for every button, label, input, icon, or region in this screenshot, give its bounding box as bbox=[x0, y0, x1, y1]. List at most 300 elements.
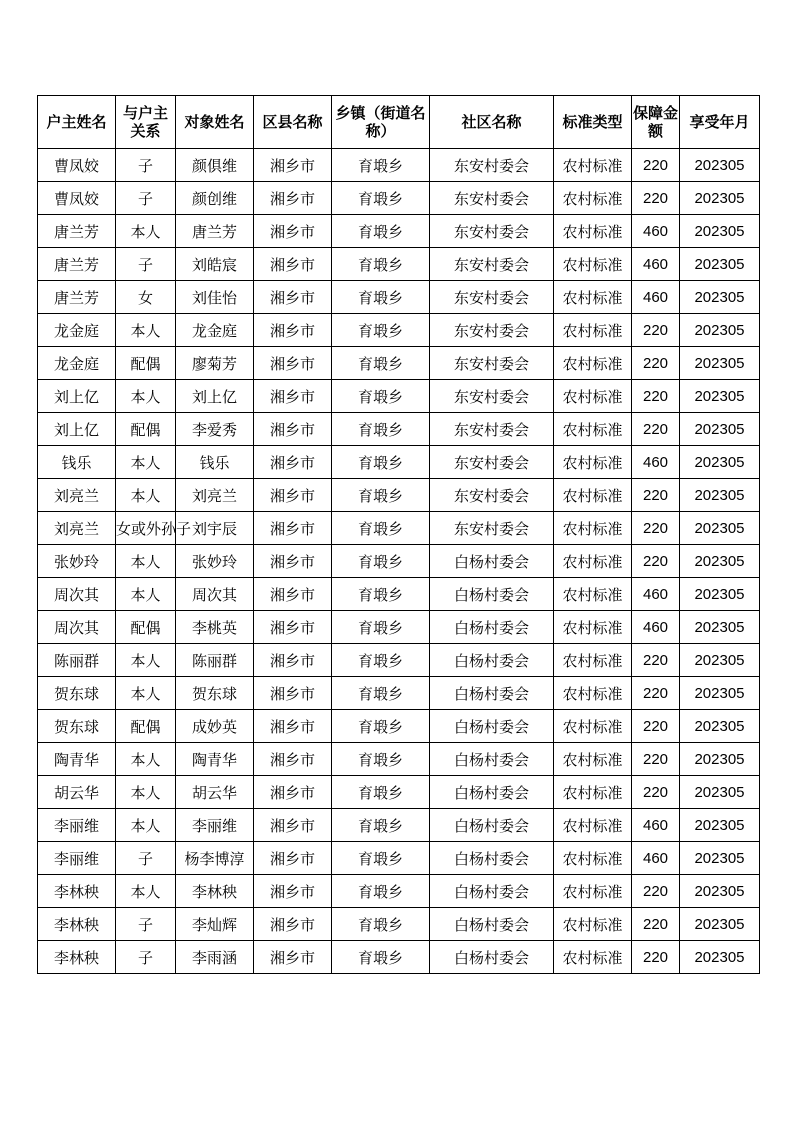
cell-relation-text: 配偶 bbox=[130, 354, 161, 373]
cell-recipient-text: 周次其 bbox=[191, 585, 237, 604]
cell-community-text: 东安村委会 bbox=[453, 420, 529, 439]
cell-month-text: 202305 bbox=[694, 717, 745, 735]
cell-month bbox=[680, 875, 760, 908]
cell-month-text: 202305 bbox=[694, 354, 745, 372]
cell-relation bbox=[116, 248, 176, 281]
cell-relation bbox=[116, 842, 176, 875]
cell-standard bbox=[554, 809, 632, 842]
cell-householder-text: 李丽维 bbox=[53, 849, 99, 868]
cell-community-text: 东安村委会 bbox=[453, 486, 529, 505]
cell-relation bbox=[116, 347, 176, 380]
cell-standard-text: 农村标准 bbox=[562, 288, 623, 307]
cell-recipient-text: 廖菊芳 bbox=[191, 354, 237, 373]
cell-month bbox=[680, 380, 760, 413]
table-row bbox=[38, 281, 760, 314]
cell-county-text: 湘乡市 bbox=[269, 882, 315, 901]
cell-recipient bbox=[176, 347, 254, 380]
cell-relation bbox=[116, 149, 176, 182]
cell-recipient-text: 唐兰芳 bbox=[191, 222, 237, 241]
cell-town-text: 育塅乡 bbox=[357, 420, 403, 439]
cell-town bbox=[332, 578, 430, 611]
cell-recipient bbox=[176, 578, 254, 611]
cell-amount bbox=[632, 743, 680, 776]
table-row bbox=[38, 776, 760, 809]
cell-town bbox=[332, 908, 430, 941]
cell-amount bbox=[632, 545, 680, 578]
cell-county-text: 湘乡市 bbox=[269, 651, 315, 670]
cell-county-text: 湘乡市 bbox=[269, 717, 315, 736]
table-row bbox=[38, 677, 760, 710]
cell-town bbox=[332, 479, 430, 512]
cell-community bbox=[430, 149, 554, 182]
cell-standard bbox=[554, 941, 632, 974]
cell-standard bbox=[554, 215, 632, 248]
cell-month-text: 202305 bbox=[694, 585, 745, 603]
cell-relation bbox=[116, 512, 192, 545]
cell-county-text: 湘乡市 bbox=[269, 948, 315, 967]
cell-county bbox=[254, 380, 332, 413]
cell-recipient-text: 刘亮兰 bbox=[191, 486, 237, 505]
cell-amount bbox=[632, 215, 680, 248]
cell-community-text: 白杨村委会 bbox=[453, 948, 529, 967]
cell-amount bbox=[632, 281, 680, 314]
cell-community-text: 白杨村委会 bbox=[453, 651, 529, 670]
cell-relation bbox=[116, 446, 176, 479]
cell-month-text: 202305 bbox=[694, 915, 745, 933]
cell-amount-text: 460 bbox=[642, 255, 669, 273]
cell-recipient bbox=[176, 182, 254, 215]
cell-standard-text: 农村标准 bbox=[562, 882, 623, 901]
cell-town bbox=[332, 842, 430, 875]
cell-standard-text: 农村标准 bbox=[562, 519, 623, 538]
table-row bbox=[38, 842, 760, 875]
cell-community-text: 东安村委会 bbox=[453, 387, 529, 406]
cell-recipient bbox=[176, 908, 254, 941]
cell-month-text: 202305 bbox=[694, 684, 745, 702]
table-row bbox=[38, 611, 760, 644]
header-relation: 与户主关系 bbox=[116, 96, 176, 149]
cell-month-text: 202305 bbox=[694, 420, 745, 438]
cell-community bbox=[430, 710, 554, 743]
cell-amount bbox=[632, 413, 680, 446]
cell-community-text: 白杨村委会 bbox=[453, 552, 529, 571]
cell-standard-text: 农村标准 bbox=[562, 651, 623, 670]
cell-householder-text: 李林秧 bbox=[53, 882, 99, 901]
cell-community-text: 东安村委会 bbox=[453, 255, 529, 274]
cell-relation bbox=[116, 479, 176, 512]
cell-standard bbox=[554, 545, 632, 578]
cell-recipient bbox=[176, 479, 254, 512]
cell-amount-text: 220 bbox=[642, 156, 669, 174]
cell-community bbox=[430, 677, 554, 710]
cell-standard bbox=[554, 611, 632, 644]
cell-community-text: 白杨村委会 bbox=[453, 750, 529, 769]
cell-recipient-text: 刘皓宸 bbox=[191, 255, 237, 274]
cell-recipient bbox=[176, 875, 254, 908]
cell-recipient bbox=[176, 149, 254, 182]
cell-community-text: 东安村委会 bbox=[453, 288, 529, 307]
cell-community bbox=[430, 578, 554, 611]
table-row bbox=[38, 710, 760, 743]
cell-standard bbox=[554, 743, 632, 776]
cell-relation-text: 子 bbox=[137, 255, 153, 274]
cell-month-text: 202305 bbox=[694, 321, 745, 339]
cell-standard bbox=[554, 677, 632, 710]
cell-month bbox=[680, 578, 760, 611]
cell-relation-text: 子 bbox=[137, 156, 153, 175]
cell-standard-text: 农村标准 bbox=[562, 783, 623, 802]
cell-standard bbox=[554, 347, 632, 380]
cell-recipient bbox=[176, 281, 254, 314]
cell-amount-text: 220 bbox=[642, 750, 669, 768]
cell-householder-text: 唐兰芳 bbox=[53, 288, 99, 307]
cell-town bbox=[332, 710, 430, 743]
cell-community bbox=[430, 644, 554, 677]
cell-standard-text: 农村标准 bbox=[562, 486, 623, 505]
cell-amount bbox=[632, 908, 680, 941]
cell-relation-text: 本人 bbox=[130, 387, 161, 406]
cell-month bbox=[680, 776, 760, 809]
cell-relation bbox=[116, 215, 176, 248]
cell-amount-text: 220 bbox=[642, 420, 669, 438]
table-row bbox=[38, 314, 760, 347]
cell-standard bbox=[554, 149, 632, 182]
cell-community bbox=[430, 446, 554, 479]
cell-community bbox=[430, 314, 554, 347]
cell-householder bbox=[38, 413, 116, 446]
cell-recipient bbox=[176, 446, 254, 479]
cell-recipient bbox=[176, 677, 254, 710]
cell-month bbox=[680, 545, 760, 578]
cell-town bbox=[332, 182, 430, 215]
cell-county bbox=[254, 941, 332, 974]
cell-month bbox=[680, 182, 760, 215]
cell-county bbox=[254, 479, 332, 512]
cell-standard bbox=[554, 875, 632, 908]
cell-amount-text: 460 bbox=[642, 618, 669, 636]
cell-town-text: 育塅乡 bbox=[357, 486, 403, 505]
cell-month bbox=[680, 842, 760, 875]
cell-amount-text: 220 bbox=[642, 783, 669, 801]
cell-month-text: 202305 bbox=[694, 156, 745, 174]
cell-community-text: 东安村委会 bbox=[453, 156, 529, 175]
cell-county-text: 湘乡市 bbox=[269, 222, 315, 241]
cell-community-text: 东安村委会 bbox=[453, 453, 529, 472]
cell-householder-text: 李林秧 bbox=[53, 948, 99, 967]
cell-standard bbox=[554, 248, 632, 281]
cell-town bbox=[332, 446, 430, 479]
cell-relation bbox=[116, 809, 176, 842]
cell-town bbox=[332, 875, 430, 908]
cell-standard bbox=[554, 578, 632, 611]
cell-householder bbox=[38, 809, 116, 842]
cell-amount bbox=[632, 776, 680, 809]
cell-community-text: 东安村委会 bbox=[453, 222, 529, 241]
table-row bbox=[38, 347, 760, 380]
cell-standard bbox=[554, 842, 632, 875]
cell-amount bbox=[632, 149, 680, 182]
cell-county-text: 湘乡市 bbox=[269, 783, 315, 802]
cell-county bbox=[254, 182, 332, 215]
cell-standard-text: 农村标准 bbox=[562, 387, 623, 406]
cell-relation bbox=[116, 182, 176, 215]
cell-month-text: 202305 bbox=[694, 288, 745, 306]
cell-community-text: 东安村委会 bbox=[453, 189, 529, 208]
cell-town-text: 育塅乡 bbox=[357, 783, 403, 802]
cell-town-text: 育塅乡 bbox=[357, 948, 403, 967]
cell-town-text: 育塅乡 bbox=[357, 618, 403, 637]
cell-county bbox=[254, 413, 332, 446]
cell-amount bbox=[632, 941, 680, 974]
cell-amount bbox=[632, 809, 680, 842]
cell-householder-text: 贺东球 bbox=[53, 717, 99, 736]
cell-month bbox=[680, 677, 760, 710]
cell-householder bbox=[38, 248, 116, 281]
cell-month-text: 202305 bbox=[694, 552, 745, 570]
cell-month-text: 202305 bbox=[694, 519, 745, 537]
cell-county-text: 湘乡市 bbox=[269, 321, 315, 340]
cell-month bbox=[680, 743, 760, 776]
header-county: 区县名称 bbox=[254, 96, 332, 149]
cell-householder-text: 钱乐 bbox=[61, 453, 92, 472]
cell-amount bbox=[632, 842, 680, 875]
cell-town-text: 育塅乡 bbox=[357, 849, 403, 868]
cell-county bbox=[254, 842, 332, 875]
cell-county bbox=[254, 776, 332, 809]
cell-relation bbox=[116, 314, 176, 347]
cell-county bbox=[254, 710, 332, 743]
cell-amount-text: 460 bbox=[642, 585, 669, 603]
cell-amount-text: 220 bbox=[642, 882, 669, 900]
cell-town bbox=[332, 413, 430, 446]
cell-householder bbox=[38, 512, 116, 545]
cell-standard-text: 农村标准 bbox=[562, 255, 623, 274]
cell-householder-text: 唐兰芳 bbox=[53, 255, 99, 274]
cell-month-text: 202305 bbox=[694, 849, 745, 867]
cell-amount bbox=[632, 347, 680, 380]
cell-month-text: 202305 bbox=[694, 453, 745, 471]
cell-recipient bbox=[176, 611, 254, 644]
cell-amount-text: 220 bbox=[642, 387, 669, 405]
cell-recipient-text: 刘宇辰 bbox=[191, 519, 237, 538]
cell-recipient-text: 钱乐 bbox=[199, 453, 230, 472]
header-standard: 标准类型 bbox=[554, 96, 632, 149]
cell-relation-text: 本人 bbox=[130, 750, 161, 769]
table-row bbox=[38, 182, 760, 215]
cell-householder-text: 龙金庭 bbox=[53, 354, 99, 373]
cell-householder bbox=[38, 842, 116, 875]
cell-month bbox=[680, 248, 760, 281]
cell-householder-text: 贺东球 bbox=[53, 684, 99, 703]
cell-county bbox=[254, 149, 332, 182]
cell-relation-text: 本人 bbox=[130, 684, 161, 703]
cell-recipient-text: 李桃英 bbox=[191, 618, 237, 637]
cell-relation-text: 本人 bbox=[130, 882, 161, 901]
table-row bbox=[38, 149, 760, 182]
cell-recipient-text: 陈丽群 bbox=[191, 651, 237, 670]
cell-standard-text: 农村标准 bbox=[562, 189, 623, 208]
cell-standard bbox=[554, 479, 632, 512]
cell-month bbox=[680, 215, 760, 248]
cell-community bbox=[430, 611, 554, 644]
cell-amount-text: 460 bbox=[642, 849, 669, 867]
cell-county-text: 湘乡市 bbox=[269, 519, 315, 538]
cell-town bbox=[332, 545, 430, 578]
cell-county bbox=[254, 875, 332, 908]
cell-town bbox=[332, 941, 430, 974]
cell-relation-text: 配偶 bbox=[130, 717, 161, 736]
cell-householder bbox=[38, 380, 116, 413]
cell-month bbox=[680, 347, 760, 380]
cell-county-text: 湘乡市 bbox=[269, 354, 315, 373]
table-row bbox=[38, 941, 760, 974]
table-body bbox=[38, 149, 760, 974]
cell-standard-text: 农村标准 bbox=[562, 321, 623, 340]
cell-amount-text: 220 bbox=[642, 717, 669, 735]
cell-community-text: 东安村委会 bbox=[453, 354, 529, 373]
cell-month bbox=[680, 413, 760, 446]
cell-community-text: 白杨村委会 bbox=[453, 783, 529, 802]
cell-county bbox=[254, 545, 332, 578]
cell-community bbox=[430, 809, 554, 842]
header-householder: 户主姓名 bbox=[38, 96, 116, 149]
cell-county-text: 湘乡市 bbox=[269, 750, 315, 769]
cell-amount bbox=[632, 611, 680, 644]
cell-relation bbox=[116, 281, 176, 314]
cell-householder bbox=[38, 611, 116, 644]
header-amount: 保障金额 bbox=[632, 96, 680, 149]
cell-amount bbox=[632, 446, 680, 479]
cell-relation bbox=[116, 875, 176, 908]
cell-community bbox=[430, 743, 554, 776]
cell-recipient bbox=[176, 842, 254, 875]
cell-recipient bbox=[176, 941, 254, 974]
cell-town-text: 育塅乡 bbox=[357, 288, 403, 307]
cell-recipient-text: 贺东球 bbox=[191, 684, 237, 703]
header-community: 社区名称 bbox=[430, 96, 554, 149]
cell-householder bbox=[38, 215, 116, 248]
cell-town-text: 育塅乡 bbox=[357, 915, 403, 934]
cell-community-text: 白杨村委会 bbox=[453, 618, 529, 637]
cell-relation bbox=[116, 413, 176, 446]
cell-recipient-text: 李雨涵 bbox=[191, 948, 237, 967]
cell-householder-text: 刘亮兰 bbox=[53, 486, 99, 505]
cell-householder-text: 李丽维 bbox=[53, 816, 99, 835]
cell-county bbox=[254, 347, 332, 380]
cell-relation-text: 女或外孙子 bbox=[116, 519, 192, 538]
cell-month bbox=[680, 479, 760, 512]
cell-community bbox=[430, 908, 554, 941]
cell-relation-text: 本人 bbox=[130, 321, 161, 340]
cell-month bbox=[680, 281, 760, 314]
cell-householder-text: 刘亮兰 bbox=[53, 519, 99, 538]
cell-recipient bbox=[176, 215, 254, 248]
cell-county bbox=[254, 809, 332, 842]
cell-month bbox=[680, 512, 760, 545]
cell-householder bbox=[38, 776, 116, 809]
cell-recipient-text: 龙金庭 bbox=[191, 321, 237, 340]
cell-relation-text: 本人 bbox=[130, 816, 161, 835]
cell-householder bbox=[38, 578, 116, 611]
cell-county-text: 湘乡市 bbox=[269, 420, 315, 439]
cell-town bbox=[332, 644, 430, 677]
cell-town-text: 育塅乡 bbox=[357, 387, 403, 406]
cell-householder-text: 唐兰芳 bbox=[53, 222, 99, 241]
cell-relation bbox=[116, 578, 176, 611]
cell-town-text: 育塅乡 bbox=[357, 882, 403, 901]
cell-recipient bbox=[176, 776, 254, 809]
cell-month-text: 202305 bbox=[694, 816, 745, 834]
cell-recipient bbox=[176, 710, 254, 743]
cell-county-text: 湘乡市 bbox=[269, 915, 315, 934]
cell-month-text: 202305 bbox=[694, 783, 745, 801]
cell-town-text: 育塅乡 bbox=[357, 222, 403, 241]
cell-town bbox=[332, 677, 430, 710]
cell-community-text: 白杨村委会 bbox=[453, 915, 529, 934]
cell-town bbox=[332, 314, 430, 347]
cell-county-text: 湘乡市 bbox=[269, 255, 315, 274]
cell-relation-text: 子 bbox=[137, 189, 153, 208]
cell-community-text: 白杨村委会 bbox=[453, 882, 529, 901]
cell-recipient-text: 李丽维 bbox=[191, 816, 237, 835]
cell-amount bbox=[632, 314, 680, 347]
header-recipient: 对象姓名 bbox=[176, 96, 254, 149]
cell-householder-text: 胡云华 bbox=[53, 783, 99, 802]
cell-standard-text: 农村标准 bbox=[562, 618, 623, 637]
cell-householder bbox=[38, 314, 116, 347]
cell-relation-text: 本人 bbox=[130, 453, 161, 472]
cell-county-text: 湘乡市 bbox=[269, 816, 315, 835]
cell-householder-text: 曹凤姣 bbox=[53, 156, 99, 175]
cell-town bbox=[332, 380, 430, 413]
cell-county bbox=[254, 314, 332, 347]
cell-recipient bbox=[176, 314, 254, 347]
cell-amount-text: 220 bbox=[642, 321, 669, 339]
cell-amount bbox=[632, 380, 680, 413]
cell-recipient bbox=[176, 413, 254, 446]
cell-householder bbox=[38, 743, 116, 776]
cell-community-text: 白杨村委会 bbox=[453, 684, 529, 703]
cell-standard-text: 农村标准 bbox=[562, 849, 623, 868]
cell-amount-text: 460 bbox=[642, 816, 669, 834]
cell-county bbox=[254, 248, 332, 281]
cell-town-text: 育塅乡 bbox=[357, 354, 403, 373]
cell-householder-text: 张妙玲 bbox=[53, 552, 99, 571]
cell-householder-text: 陈丽群 bbox=[53, 651, 99, 670]
cell-county-text: 湘乡市 bbox=[269, 453, 315, 472]
cell-standard-text: 农村标准 bbox=[562, 915, 623, 934]
cell-month bbox=[680, 809, 760, 842]
cell-relation bbox=[116, 743, 176, 776]
cell-standard bbox=[554, 776, 632, 809]
table-row bbox=[38, 380, 760, 413]
cell-town-text: 育塅乡 bbox=[357, 684, 403, 703]
cell-recipient-text: 刘上亿 bbox=[191, 387, 237, 406]
cell-recipient bbox=[176, 248, 254, 281]
cell-relation bbox=[116, 380, 176, 413]
cell-town-text: 育塅乡 bbox=[357, 717, 403, 736]
cell-town bbox=[332, 611, 430, 644]
cell-householder-text: 刘上亿 bbox=[53, 387, 99, 406]
cell-town bbox=[332, 512, 430, 545]
cell-amount bbox=[632, 644, 680, 677]
cell-standard-text: 农村标准 bbox=[562, 816, 623, 835]
cell-community bbox=[430, 776, 554, 809]
cell-month bbox=[680, 314, 760, 347]
cell-recipient-text: 胡云华 bbox=[191, 783, 237, 802]
cell-relation-text: 本人 bbox=[130, 651, 161, 670]
cell-amount-text: 460 bbox=[642, 453, 669, 471]
